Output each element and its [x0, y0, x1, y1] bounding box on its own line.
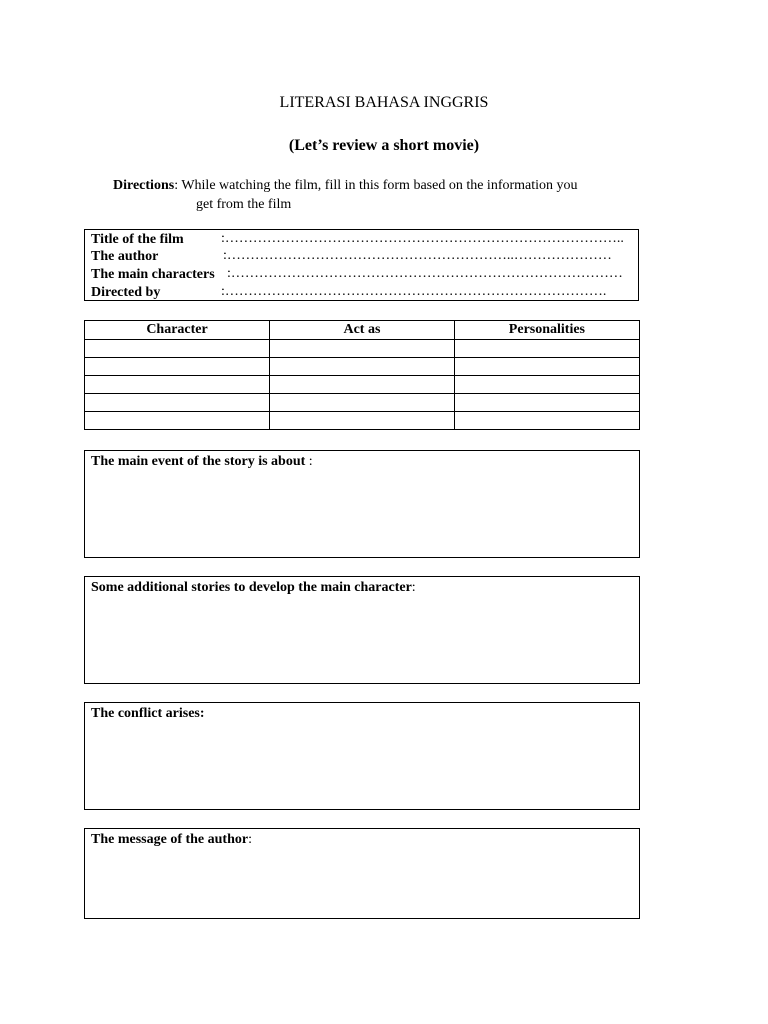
table-cell[interactable]	[85, 340, 270, 358]
author-message-suffix: :	[248, 832, 252, 847]
table-cell[interactable]	[454, 412, 639, 430]
directions-text-line2: get from the film	[196, 197, 292, 212]
additional-stories-label: Some additional stories to develop the main character	[91, 580, 412, 595]
author-message-label: The message of the author	[91, 832, 249, 847]
directions-label: Directions	[113, 178, 175, 193]
film-info-box	[84, 229, 639, 301]
column-header-character: Character	[85, 321, 270, 340]
table-cell[interactable]	[454, 340, 639, 358]
table-cell[interactable]	[270, 340, 455, 358]
table-cell[interactable]	[85, 412, 270, 430]
table-row	[85, 340, 640, 358]
column-header-act-as: Act as	[270, 321, 455, 340]
info-row-directed-by	[91, 284, 160, 302]
info-row-main-characters	[91, 266, 215, 284]
info-label-author: The author	[91, 249, 159, 264]
table-cell[interactable]	[270, 394, 455, 412]
table-cell[interactable]	[270, 412, 455, 430]
info-field-main-characters[interactable]: :…………………………………………………………………………	[227, 266, 623, 281]
table-cell[interactable]	[270, 376, 455, 394]
table-cell[interactable]	[85, 358, 270, 376]
table-cell[interactable]	[454, 358, 639, 376]
character-table	[84, 320, 640, 430]
table-cell[interactable]	[454, 376, 639, 394]
info-field-directed-by[interactable]: :……………………………………………………………………….	[221, 284, 607, 299]
column-header-personalities: Personalities	[454, 321, 639, 340]
table-row	[85, 376, 640, 394]
table-header-row	[85, 321, 640, 340]
page-title: LITERASI BAHASA INGGRIS	[279, 94, 489, 111]
main-event-suffix: :	[305, 454, 313, 469]
page-subtitle: (Let’s review a short movie)	[288, 137, 480, 154]
additional-stories-suffix: :	[411, 580, 416, 595]
info-row-author	[91, 248, 158, 266]
directions-text-line1: : While watching the film, fill in this form based on the information you	[174, 178, 578, 193]
info-field-title[interactable]: :…………………………………………………………………………..	[221, 231, 624, 246]
info-label-directed-by: Directed by	[91, 285, 161, 300]
conflict-box[interactable]	[84, 702, 640, 810]
info-label-main-characters: The main characters	[91, 267, 215, 282]
conflict-label: The conflict arises:	[91, 706, 205, 721]
additional-stories-box[interactable]	[84, 576, 640, 684]
info-field-author[interactable]: :……………………………………………………..…………………	[223, 248, 612, 263]
table-cell[interactable]	[85, 394, 270, 412]
table-row	[85, 394, 640, 412]
table-cell[interactable]	[454, 394, 639, 412]
info-label-title: Title of the film	[91, 232, 184, 247]
info-row-title	[91, 231, 184, 249]
table-row	[85, 358, 640, 376]
directions-paragraph	[113, 176, 673, 214]
main-event-box[interactable]	[84, 450, 640, 558]
main-event-label: The main event of the story is about	[91, 454, 306, 469]
table-row	[85, 412, 640, 430]
author-message-box[interactable]	[84, 828, 640, 919]
table-cell[interactable]	[85, 376, 270, 394]
table-cell[interactable]	[270, 358, 455, 376]
